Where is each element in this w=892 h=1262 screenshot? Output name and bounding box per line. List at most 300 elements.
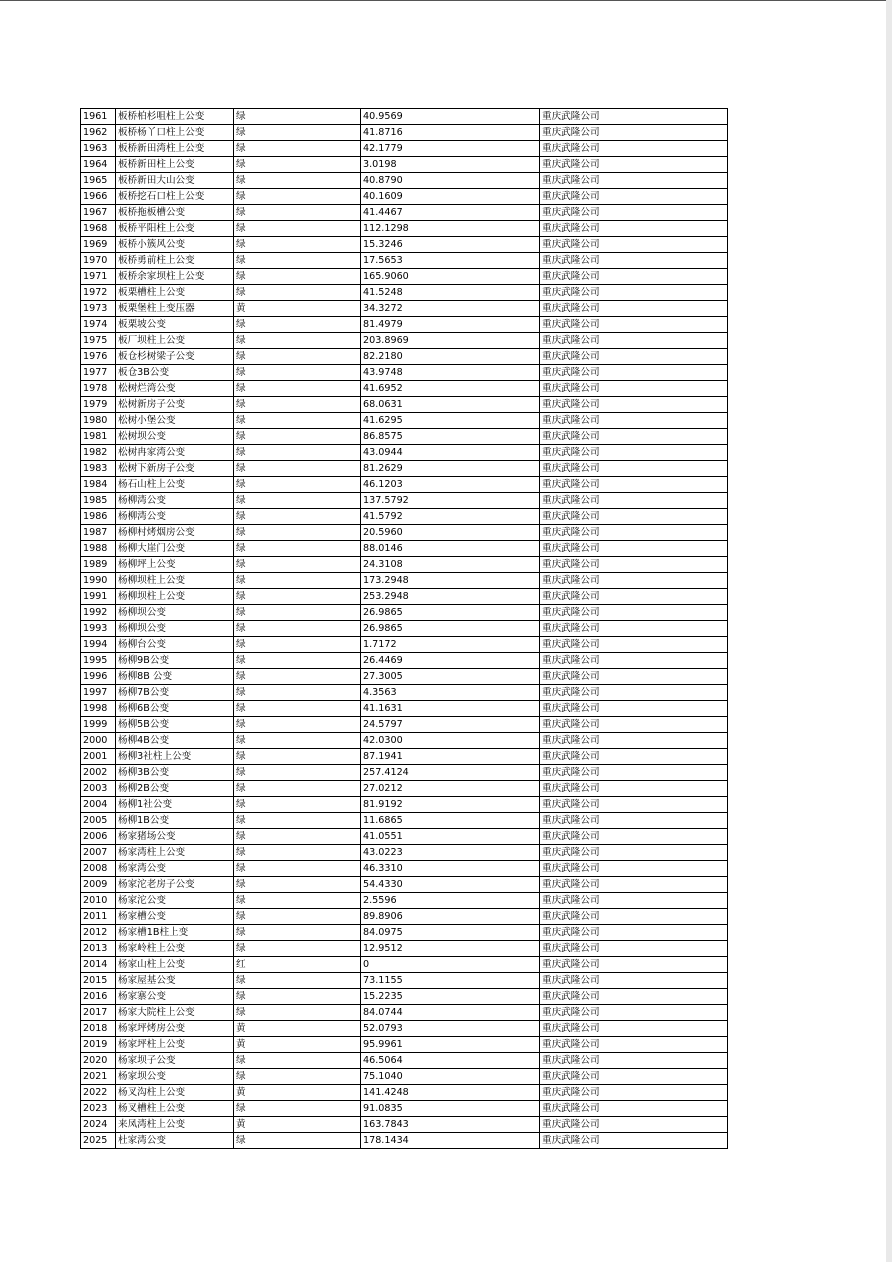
row-number-cell: 1962 xyxy=(81,125,116,141)
row-number-cell: 2025 xyxy=(81,1133,116,1149)
table-row xyxy=(81,301,728,317)
transformer-name-cell: 杨柳坝柱上公变 xyxy=(116,589,234,605)
status-cell: 绿 xyxy=(234,637,361,653)
value-cell: 54.4330 xyxy=(361,877,540,893)
row-number-cell: 2011 xyxy=(81,909,116,925)
status-cell: 绿 xyxy=(234,157,361,173)
company-cell: 重庆武隆公司 xyxy=(540,1069,728,1085)
status-cell: 绿 xyxy=(234,733,361,749)
status-cell: 绿 xyxy=(234,189,361,205)
transformer-name-cell: 松树烂湾公变 xyxy=(116,381,234,397)
transformer-name-cell: 杨家湾柱上公变 xyxy=(116,845,234,861)
status-cell: 绿 xyxy=(234,573,361,589)
value-cell: 84.0744 xyxy=(361,1005,540,1021)
table-row xyxy=(81,1133,728,1149)
row-number-cell: 1963 xyxy=(81,141,116,157)
row-number-cell: 2015 xyxy=(81,973,116,989)
transformer-name-cell: 杨柳坪上公变 xyxy=(116,557,234,573)
transformer-name-cell: 板桥新田柱上公变 xyxy=(116,157,234,173)
table-row xyxy=(81,877,728,893)
row-number-cell: 1970 xyxy=(81,253,116,269)
company-cell: 重庆武隆公司 xyxy=(540,397,728,413)
value-cell: 42.1779 xyxy=(361,141,540,157)
transformer-name-cell: 板栗坡公变 xyxy=(116,317,234,333)
table-row xyxy=(81,253,728,269)
table-row xyxy=(81,173,728,189)
status-cell: 绿 xyxy=(234,589,361,605)
value-cell: 73.1155 xyxy=(361,973,540,989)
company-cell: 重庆武隆公司 xyxy=(540,477,728,493)
table-row xyxy=(81,717,728,733)
row-number-cell: 1972 xyxy=(81,285,116,301)
transformer-name-cell: 来凤湾柱上公变 xyxy=(116,1117,234,1133)
company-cell: 重庆武隆公司 xyxy=(540,253,728,269)
row-number-cell: 2024 xyxy=(81,1117,116,1133)
company-cell: 重庆武隆公司 xyxy=(540,877,728,893)
transformer-name-cell: 板桥平阳柱上公变 xyxy=(116,221,234,237)
company-cell: 重庆武隆公司 xyxy=(540,429,728,445)
status-cell: 黄 xyxy=(234,1037,361,1053)
status-cell: 绿 xyxy=(234,701,361,717)
company-cell: 重庆武隆公司 xyxy=(540,141,728,157)
company-cell: 重庆武隆公司 xyxy=(540,893,728,909)
transformer-name-cell: 杨柳湾公变 xyxy=(116,493,234,509)
row-number-cell: 1964 xyxy=(81,157,116,173)
status-cell: 绿 xyxy=(234,557,361,573)
value-cell: 11.6865 xyxy=(361,813,540,829)
value-cell: 137.5792 xyxy=(361,493,540,509)
table-row xyxy=(81,221,728,237)
company-cell: 重庆武隆公司 xyxy=(540,1037,728,1053)
row-number-cell: 2021 xyxy=(81,1069,116,1085)
company-cell: 重庆武隆公司 xyxy=(540,493,728,509)
row-number-cell: 1993 xyxy=(81,621,116,637)
table-row xyxy=(81,749,728,765)
value-cell: 26.9865 xyxy=(361,605,540,621)
status-cell: 绿 xyxy=(234,509,361,525)
row-number-cell: 1987 xyxy=(81,525,116,541)
row-number-cell: 1967 xyxy=(81,205,116,221)
value-cell: 41.4467 xyxy=(361,205,540,221)
row-number-cell: 1988 xyxy=(81,541,116,557)
table-row xyxy=(81,845,728,861)
status-cell: 绿 xyxy=(234,397,361,413)
row-number-cell: 1985 xyxy=(81,493,116,509)
row-number-cell: 1977 xyxy=(81,365,116,381)
row-number-cell: 1966 xyxy=(81,189,116,205)
value-cell: 2.5596 xyxy=(361,893,540,909)
company-cell: 重庆武隆公司 xyxy=(540,829,728,845)
status-cell: 绿 xyxy=(234,861,361,877)
status-cell: 绿 xyxy=(234,653,361,669)
table-row xyxy=(81,285,728,301)
value-cell: 40.9569 xyxy=(361,109,540,125)
value-cell: 4.3563 xyxy=(361,685,540,701)
value-cell: 112.1298 xyxy=(361,221,540,237)
row-number-cell: 1999 xyxy=(81,717,116,733)
company-cell: 重庆武隆公司 xyxy=(540,701,728,717)
company-cell: 重庆武隆公司 xyxy=(540,461,728,477)
company-cell: 重庆武隆公司 xyxy=(540,1133,728,1149)
transformer-name-cell: 杨家坪烤房公变 xyxy=(116,1021,234,1037)
status-cell: 绿 xyxy=(234,813,361,829)
transformer-name-cell: 杨家岭柱上公变 xyxy=(116,941,234,957)
table-row xyxy=(81,413,728,429)
table-row xyxy=(81,621,728,637)
status-cell: 绿 xyxy=(234,989,361,1005)
status-cell: 绿 xyxy=(234,445,361,461)
row-number-cell: 2005 xyxy=(81,813,116,829)
value-cell: 46.3310 xyxy=(361,861,540,877)
value-cell: 46.5064 xyxy=(361,1053,540,1069)
company-cell: 重庆武隆公司 xyxy=(540,349,728,365)
transformer-name-cell: 杨柳台公变 xyxy=(116,637,234,653)
status-cell: 绿 xyxy=(234,365,361,381)
value-cell: 163.7843 xyxy=(361,1117,540,1133)
status-cell: 绿 xyxy=(234,1133,361,1149)
transformer-name-cell: 杨柳坝公变 xyxy=(116,621,234,637)
value-cell: 43.0223 xyxy=(361,845,540,861)
row-number-cell: 1968 xyxy=(81,221,116,237)
status-cell: 绿 xyxy=(234,349,361,365)
table-row xyxy=(81,781,728,797)
transformer-name-cell: 杨叉沟柱上公变 xyxy=(116,1085,234,1101)
top-border-line xyxy=(0,0,892,1)
transformer-name-cell: 杨柳3B公变 xyxy=(116,765,234,781)
transformer-name-cell: 杨家大院柱上公变 xyxy=(116,1005,234,1021)
company-cell: 重庆武隆公司 xyxy=(540,413,728,429)
table-row xyxy=(81,541,728,557)
table-row xyxy=(81,797,728,813)
transformer-name-cell: 松树小堡公变 xyxy=(116,413,234,429)
company-cell: 重庆武隆公司 xyxy=(540,381,728,397)
company-cell: 重庆武隆公司 xyxy=(540,973,728,989)
company-cell: 重庆武隆公司 xyxy=(540,813,728,829)
status-cell: 绿 xyxy=(234,541,361,557)
row-number-cell: 1990 xyxy=(81,573,116,589)
table-row xyxy=(81,477,728,493)
row-number-cell: 1975 xyxy=(81,333,116,349)
value-cell: 75.1040 xyxy=(361,1069,540,1085)
status-cell: 绿 xyxy=(234,669,361,685)
transformer-name-cell: 杨柳村烤烟房公变 xyxy=(116,525,234,541)
row-number-cell: 1984 xyxy=(81,477,116,493)
table-row xyxy=(81,861,728,877)
transformer-name-cell: 杨柳6B公变 xyxy=(116,701,234,717)
transformer-table xyxy=(80,108,728,1149)
value-cell: 88.0146 xyxy=(361,541,540,557)
table-row xyxy=(81,653,728,669)
table-row xyxy=(81,701,728,717)
value-cell: 24.3108 xyxy=(361,557,540,573)
row-number-cell: 1961 xyxy=(81,109,116,125)
transformer-name-cell: 杨柳坝柱上公变 xyxy=(116,573,234,589)
transformer-name-cell: 板桥柏杉咀柱上公变 xyxy=(116,109,234,125)
value-cell: 24.5797 xyxy=(361,717,540,733)
row-number-cell: 1994 xyxy=(81,637,116,653)
company-cell: 重庆武隆公司 xyxy=(540,733,728,749)
transformer-name-cell: 杨柳3社柱上公变 xyxy=(116,749,234,765)
table-row xyxy=(81,509,728,525)
row-number-cell: 2007 xyxy=(81,845,116,861)
value-cell: 253.2948 xyxy=(361,589,540,605)
transformer-name-cell: 板桥拖板槽公变 xyxy=(116,205,234,221)
status-cell: 绿 xyxy=(234,845,361,861)
transformer-name-cell: 板厂坝柱上公变 xyxy=(116,333,234,349)
status-cell: 绿 xyxy=(234,173,361,189)
transformer-name-cell: 杨家槽1B柱上变 xyxy=(116,925,234,941)
transformer-name-cell: 板桥挖石口柱上公变 xyxy=(116,189,234,205)
row-number-cell: 1986 xyxy=(81,509,116,525)
company-cell: 重庆武隆公司 xyxy=(540,653,728,669)
company-cell: 重庆武隆公司 xyxy=(540,797,728,813)
transformer-name-cell: 板桥小簇风公变 xyxy=(116,237,234,253)
table-row xyxy=(81,109,728,125)
transformer-name-cell: 板桥新田湾柱上公变 xyxy=(116,141,234,157)
status-cell: 绿 xyxy=(234,621,361,637)
row-number-cell: 2010 xyxy=(81,893,116,909)
value-cell: 81.2629 xyxy=(361,461,540,477)
status-cell: 绿 xyxy=(234,525,361,541)
company-cell: 重庆武隆公司 xyxy=(540,333,728,349)
table-row xyxy=(81,141,728,157)
table-row xyxy=(81,765,728,781)
status-cell: 黄 xyxy=(234,301,361,317)
value-cell: 17.5653 xyxy=(361,253,540,269)
company-cell: 重庆武隆公司 xyxy=(540,509,728,525)
table-row xyxy=(81,1085,728,1101)
company-cell: 重庆武隆公司 xyxy=(540,637,728,653)
value-cell: 81.4979 xyxy=(361,317,540,333)
table-row xyxy=(81,941,728,957)
transformer-name-cell: 杨柳9B公变 xyxy=(116,653,234,669)
status-cell: 绿 xyxy=(234,749,361,765)
company-cell: 重庆武隆公司 xyxy=(540,909,728,925)
value-cell: 0 xyxy=(361,957,540,973)
company-cell: 重庆武隆公司 xyxy=(540,925,728,941)
table-row xyxy=(81,733,728,749)
row-number-cell: 2022 xyxy=(81,1085,116,1101)
company-cell: 重庆武隆公司 xyxy=(540,157,728,173)
company-cell: 重庆武隆公司 xyxy=(540,685,728,701)
row-number-cell: 2008 xyxy=(81,861,116,877)
company-cell: 重庆武隆公司 xyxy=(540,541,728,557)
value-cell: 84.0975 xyxy=(361,925,540,941)
table-row xyxy=(81,205,728,221)
value-cell: 43.9748 xyxy=(361,365,540,381)
status-cell: 绿 xyxy=(234,381,361,397)
transformer-name-cell: 杨家猪场公变 xyxy=(116,829,234,845)
value-cell: 41.5248 xyxy=(361,285,540,301)
table-row xyxy=(81,317,728,333)
status-cell: 绿 xyxy=(234,109,361,125)
value-cell: 46.1203 xyxy=(361,477,540,493)
transformer-name-cell: 杨家坝子公变 xyxy=(116,1053,234,1069)
transformer-name-cell: 板栗槽柱上公变 xyxy=(116,285,234,301)
status-cell: 绿 xyxy=(234,477,361,493)
table-row xyxy=(81,829,728,845)
table-row xyxy=(81,669,728,685)
table-row xyxy=(81,125,728,141)
status-cell: 绿 xyxy=(234,493,361,509)
value-cell: 42.0300 xyxy=(361,733,540,749)
row-number-cell: 1971 xyxy=(81,269,116,285)
value-cell: 68.0631 xyxy=(361,397,540,413)
company-cell: 重庆武隆公司 xyxy=(540,669,728,685)
transformer-name-cell: 板栗堡柱上变压器 xyxy=(116,301,234,317)
transformer-name-cell: 板桥杨丫口柱上公变 xyxy=(116,125,234,141)
table-row xyxy=(81,605,728,621)
table-row xyxy=(81,557,728,573)
row-number-cell: 1982 xyxy=(81,445,116,461)
status-cell: 绿 xyxy=(234,221,361,237)
transformer-name-cell: 杨家湾公变 xyxy=(116,861,234,877)
value-cell: 40.1609 xyxy=(361,189,540,205)
company-cell: 重庆武隆公司 xyxy=(540,205,728,221)
table-row xyxy=(81,973,728,989)
value-cell: 89.8906 xyxy=(361,909,540,925)
value-cell: 15.3246 xyxy=(361,237,540,253)
row-number-cell: 2001 xyxy=(81,749,116,765)
company-cell: 重庆武隆公司 xyxy=(540,573,728,589)
status-cell: 绿 xyxy=(234,285,361,301)
company-cell: 重庆武隆公司 xyxy=(540,861,728,877)
row-number-cell: 1981 xyxy=(81,429,116,445)
company-cell: 重庆武隆公司 xyxy=(540,1021,728,1037)
company-cell: 重庆武隆公司 xyxy=(540,717,728,733)
transformer-name-cell: 板桥新田大山公变 xyxy=(116,173,234,189)
value-cell: 34.3272 xyxy=(361,301,540,317)
value-cell: 15.2235 xyxy=(361,989,540,1005)
company-cell: 重庆武隆公司 xyxy=(540,125,728,141)
company-cell: 重庆武隆公司 xyxy=(540,269,728,285)
table-row xyxy=(81,237,728,253)
table-row xyxy=(81,493,728,509)
table-row xyxy=(81,189,728,205)
row-number-cell: 2023 xyxy=(81,1101,116,1117)
value-cell: 82.2180 xyxy=(361,349,540,365)
row-number-cell: 2004 xyxy=(81,797,116,813)
table-row xyxy=(81,157,728,173)
table-row xyxy=(81,925,728,941)
table-row xyxy=(81,1101,728,1117)
status-cell: 绿 xyxy=(234,765,361,781)
status-cell: 绿 xyxy=(234,605,361,621)
row-number-cell: 1996 xyxy=(81,669,116,685)
transformer-name-cell: 杨柳7B公变 xyxy=(116,685,234,701)
value-cell: 26.4469 xyxy=(361,653,540,669)
row-number-cell: 2013 xyxy=(81,941,116,957)
company-cell: 重庆武隆公司 xyxy=(540,749,728,765)
status-cell: 绿 xyxy=(234,141,361,157)
transformer-name-cell: 松树新房子公变 xyxy=(116,397,234,413)
table-row xyxy=(81,1021,728,1037)
value-cell: 41.6952 xyxy=(361,381,540,397)
transformer-name-cell: 板桥余家坝柱上公变 xyxy=(116,269,234,285)
transformer-name-cell: 板桥勇前柱上公变 xyxy=(116,253,234,269)
transformer-name-cell: 杨家寨公变 xyxy=(116,989,234,1005)
row-number-cell: 2009 xyxy=(81,877,116,893)
company-cell: 重庆武隆公司 xyxy=(540,1005,728,1021)
row-number-cell: 2002 xyxy=(81,765,116,781)
value-cell: 141.4248 xyxy=(361,1085,540,1101)
transformer-name-cell: 杨家山柱上公变 xyxy=(116,957,234,973)
row-number-cell: 2019 xyxy=(81,1037,116,1053)
status-cell: 绿 xyxy=(234,269,361,285)
value-cell: 41.5792 xyxy=(361,509,540,525)
value-cell: 27.3005 xyxy=(361,669,540,685)
row-number-cell: 2003 xyxy=(81,781,116,797)
value-cell: 41.1631 xyxy=(361,701,540,717)
company-cell: 重庆武隆公司 xyxy=(540,989,728,1005)
table-row xyxy=(81,333,728,349)
row-number-cell: 1978 xyxy=(81,381,116,397)
table-row xyxy=(81,429,728,445)
transformer-name-cell: 板仓3B公变 xyxy=(116,365,234,381)
status-cell: 绿 xyxy=(234,429,361,445)
value-cell: 87.1941 xyxy=(361,749,540,765)
row-number-cell: 1991 xyxy=(81,589,116,605)
row-number-cell: 1965 xyxy=(81,173,116,189)
status-cell: 黄 xyxy=(234,1117,361,1133)
row-number-cell: 1998 xyxy=(81,701,116,717)
table-row xyxy=(81,573,728,589)
transformer-name-cell: 杨家坪柱上公变 xyxy=(116,1037,234,1053)
row-number-cell: 1983 xyxy=(81,461,116,477)
table-row xyxy=(81,525,728,541)
transformer-name-cell: 杨家沱老房子公变 xyxy=(116,877,234,893)
status-cell: 绿 xyxy=(234,1053,361,1069)
value-cell: 173.2948 xyxy=(361,573,540,589)
status-cell: 黄 xyxy=(234,1085,361,1101)
row-number-cell: 2014 xyxy=(81,957,116,973)
transformer-name-cell: 杨柳大崖门公变 xyxy=(116,541,234,557)
transformer-name-cell: 杨柳2B公变 xyxy=(116,781,234,797)
row-number-cell: 1989 xyxy=(81,557,116,573)
transformer-name-cell: 杨柳4B公变 xyxy=(116,733,234,749)
table-body xyxy=(81,109,728,1149)
row-number-cell: 2020 xyxy=(81,1053,116,1069)
company-cell: 重庆武隆公司 xyxy=(540,109,728,125)
table-row xyxy=(81,269,728,285)
status-cell: 绿 xyxy=(234,797,361,813)
status-cell: 绿 xyxy=(234,973,361,989)
transformer-name-cell: 板仓杉树梁子公变 xyxy=(116,349,234,365)
company-cell: 重庆武隆公司 xyxy=(540,237,728,253)
company-cell: 重庆武隆公司 xyxy=(540,525,728,541)
table-row xyxy=(81,637,728,653)
status-cell: 绿 xyxy=(234,781,361,797)
table-row xyxy=(81,349,728,365)
status-cell: 绿 xyxy=(234,877,361,893)
status-cell: 绿 xyxy=(234,317,361,333)
table-row xyxy=(81,589,728,605)
status-cell: 黄 xyxy=(234,1021,361,1037)
transformer-name-cell: 杨柳1B公变 xyxy=(116,813,234,829)
table-row xyxy=(81,397,728,413)
status-cell: 绿 xyxy=(234,893,361,909)
value-cell: 95.9961 xyxy=(361,1037,540,1053)
company-cell: 重庆武隆公司 xyxy=(540,221,728,237)
company-cell: 重庆武隆公司 xyxy=(540,317,728,333)
company-cell: 重庆武隆公司 xyxy=(540,765,728,781)
row-number-cell: 1973 xyxy=(81,301,116,317)
company-cell: 重庆武隆公司 xyxy=(540,445,728,461)
value-cell: 91.0835 xyxy=(361,1101,540,1117)
page-edge-shade xyxy=(886,0,892,1262)
company-cell: 重庆武隆公司 xyxy=(540,781,728,797)
value-cell: 81.9192 xyxy=(361,797,540,813)
